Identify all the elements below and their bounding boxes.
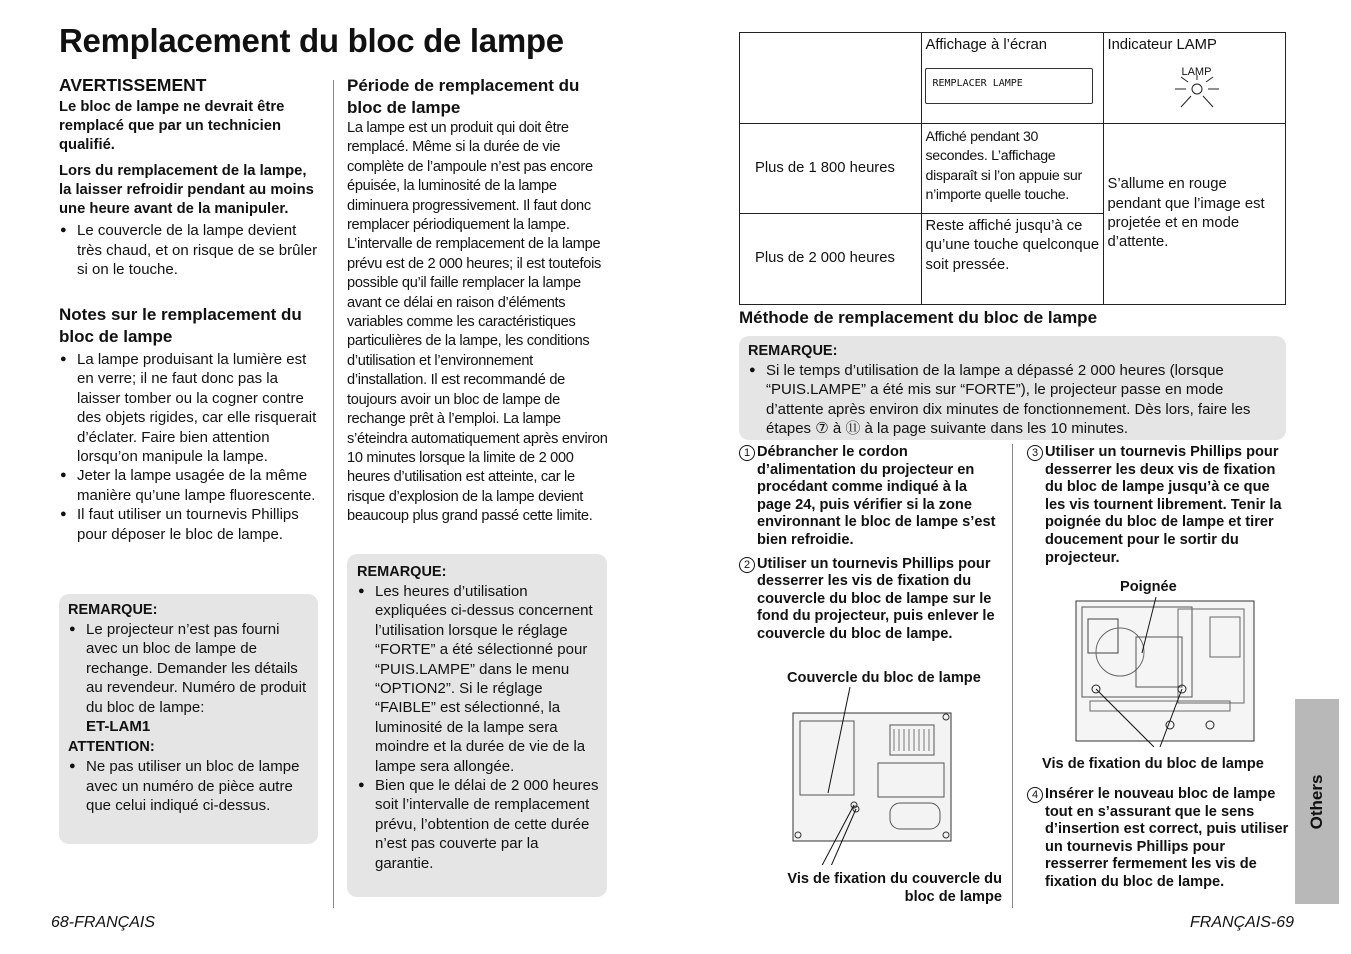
warning-heading: AVERTISSEMENT — [59, 75, 207, 95]
lamp-indicator-icon — [1169, 73, 1225, 115]
steps-column-b — [1027, 444, 1289, 567]
row2-display: Reste affiché jusqu’à ce qu’une touche quelconque soit pressée. — [922, 214, 1104, 305]
row1-display: Affiché pendant 30 secondes. L’affichage disparaît si l’on appuie sur n’importe quelle touche. — [922, 124, 1104, 214]
remarque2-bullet-1: ● Les heures d’utilisation expliquées ci-dessus concernent l’utilisation lorsque le réglage “FORTE” a été sélectionné pour “PUIS.LAMPE” dans le menu “OPTION2”. Si le réglage “FAIBLE” est sélectionné, la luminosité de la lampe sera moindre et la durée de vie de la lampe sera allongée. — [357, 582, 599, 776]
caption-lamp-screws: Vis de fixation du bloc de lampe — [1042, 756, 1264, 772]
footer-left: 68-FRANÇAIS — [51, 914, 156, 931]
periode-heading: Période de remplacement du bloc de lampe — [347, 76, 580, 117]
methode-heading: Méthode de remplacement du bloc de lampe — [739, 308, 1098, 327]
remarque-title-2: REMARQUE: — [357, 564, 447, 580]
side-tab-others[interactable]: Others — [1295, 699, 1339, 904]
remarque3-bullet: ● Si le temps d’utilisation de la lampe a dépassé 2 000 heures (lorsque “PUIS.LAMPE” a été mis sur “FORTE”), le projecteur passe en mode d’attente après environ dix minutes de fonctionnement. Dès lors, faire les étapes ⑦ à ⑪ à la page suivante dans les 10 minutes. — [748, 361, 1273, 439]
lamp-label: LAMP — [1181, 66, 1212, 79]
remarque-box-middle — [347, 554, 607, 897]
step-3: 3 Utiliser un tournevis Phillips pour desserrer les deux vis de fixation du bloc de lampe jusqu’à ce que les vis tournent librement. Tenir la poignée du bloc de lampe et tirer doucement pour le sortir du projecteur. — [1027, 444, 1289, 567]
attention-bullet: ● Ne pas utiliser un bloc de lampe avec un numéro de pièce autre que celui indiqué ci-dessus. — [68, 757, 308, 815]
remarque-title: REMARQUE: — [68, 602, 158, 618]
row1-label: Plus de 1 800 heures — [740, 124, 922, 214]
column-divider — [333, 80, 334, 908]
warning-bullet: ● Le couvercle de la lampe devient très chaud, et on risque de se brûler si on le touche. — [59, 221, 321, 279]
remarque-box-right — [739, 336, 1286, 440]
row2-label: Plus de 2 000 heures — [740, 214, 922, 305]
notes-heading: Notes sur le remplacement du bloc de lampe — [59, 305, 302, 346]
table-header-indicator: Indicateur LAMP LAMP — [1104, 33, 1286, 124]
warning-bold-2: Lors du remplacement de la lampe, la laisser refroidir pendant au moins une heure avant de la manipuler. — [59, 162, 314, 218]
steps-column-a — [739, 444, 1001, 644]
remarque-box-left — [59, 594, 318, 844]
notes-section — [59, 304, 321, 544]
projector-bottom-illustration — [760, 685, 990, 865]
warning-bold-1: Le bloc de lampe ne devrait être remplacé que par un technicien qualifié. — [59, 99, 285, 154]
remarque-bullet: ● Le projecteur n’est pas fourni avec un bloc de lampe de rechange. Demander les détails au revendeur. Numéro de produit du bloc de lampe: ET-LAM1 — [68, 620, 308, 736]
step-4: 4 Insérer le nouveau bloc de lampe tout en s’assurant que le sens d’insertion est correct, puis utiliser un tournevis Phillips pour resserrer fermement les vis de fixation du bloc de lampe. — [1027, 786, 1289, 892]
lcd-display: REMPLACER LAMPE — [925, 68, 1093, 104]
caption-handle: Poignée — [1120, 579, 1177, 595]
indicator-description: S’allume en rouge pendant que l’image est projetée et en mode d’attente. — [1104, 124, 1286, 305]
remarque2-bullet-2: ● Bien que le délai de 2 000 heures soit l’intervalle de remplacement prévu, l’obtention de cette durée n’est pas couverte par la garantie. — [357, 776, 599, 873]
periode-body: La lampe est un produit qui doit être remplacé. Même si la durée de vie complète de l’ampoule n’est pas encore épuisée, la luminosité de la lampe diminuera progressivement. Il faut donc remplacer périodiquement la lampe. L’intervalle de remplacement de la lampe prévu est de 2 000 heures; il est toutefois possible qu’il faille remplacer la lampe avant ce délai en raison d’éléments variables comme les caractéristiques particulières de la lampe, les conditions d’utilisation et l’environnement d’installation. Il est recommandé de toujours avoir un bloc de lampe de rechange prêt à l’emploi. La lampe s’éteindra automatiquement après environ 10 minutes lorsque la limite de 2 000 heures d’utilisation est atteinte, car le risque d’explosion de la lampe devient beaucoup plus grand passé cette limite. — [347, 120, 608, 525]
step-1: 1 Débrancher le cordon d’alimentation du projecteur en procédant comme indiqué à la page 24, puis vérifier si la zone environnant le bloc de lampe s’est bien refroidie. — [739, 444, 1001, 550]
lamp-status-table — [739, 32, 1286, 305]
footer-right: FRANÇAIS-69 — [1190, 914, 1295, 931]
lamp-unit-illustration — [1060, 597, 1260, 747]
part-number: ET-LAM1 — [86, 718, 151, 736]
page-title: Remplacement du bloc de lampe — [59, 22, 564, 59]
attention-title: ATTENTION: — [68, 739, 155, 756]
step-2: 2 Utiliser un tournevis Phillips pour desserrer les vis de fixation du couvercle du bloc de lampe sur le fond du projecteur, puis enlever le couvercle du bloc de lampe. — [739, 556, 1001, 644]
remarque-title-3: REMARQUE: — [748, 343, 838, 359]
caption-cover-screws: Vis de fixation du couvercle du bloc de lampe — [787, 871, 1002, 905]
warning-section — [59, 74, 321, 279]
steps-column-b-lower — [1027, 786, 1289, 892]
notes-bullet-3: ● Il faut utiliser un tournevis Phillips pour déposer le bloc de lampe. — [59, 505, 321, 544]
periode-section — [347, 75, 609, 527]
table-header-display: Affichage à l’écran REMPLACER LAMPE — [922, 33, 1104, 124]
notes-bullet-2: ● Jeter la lampe usagée de la même manière qu’une lampe fluorescente. — [59, 466, 321, 505]
notes-bullet-1: ● La lampe produisant la lumière est en verre; il ne faut donc pas la laisser tomber ou la cogner contre des objets rigides, car elle risquerait d’éclater. Faire bien attention lorsqu’on manipule la lampe. — [59, 350, 321, 466]
caption-cover: Couvercle du bloc de lampe — [787, 670, 981, 686]
table-corner — [740, 33, 922, 124]
steps-divider — [1012, 444, 1013, 908]
